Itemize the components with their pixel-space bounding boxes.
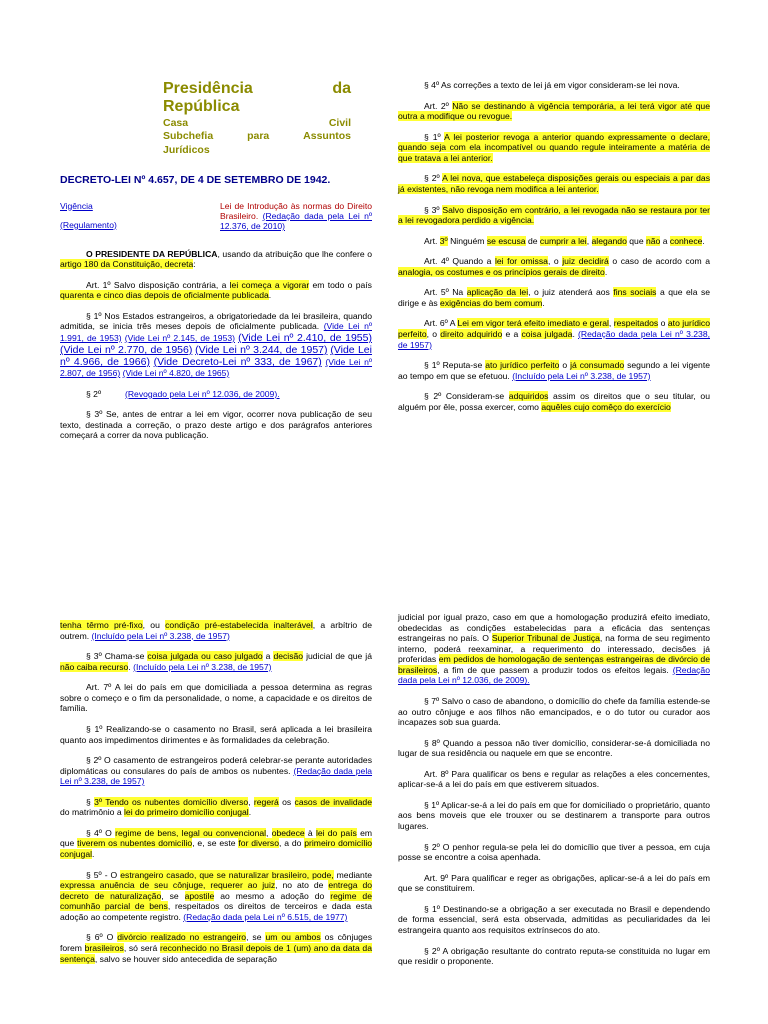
ementa: [220, 201, 372, 232]
left-column-upper: [60, 70, 372, 451]
art-7-par-6-cont: judicial por igual prazo, caso em que a homologação produzirá efeito imediato, obedecidas as condições estabelecidas para a eficácia das sentenças estrangeiras no país. O Superior Tribunal de Justiça, na forma de seu regimento interno, poderá reexaminar, a requerimento do interessado, decisões já proferidas em pedidos de homologação de sentenças estrangeiras de divórcio de brasileiros, a fim de que passem a produzir todos os efeitos legais. (Redação dada pela Lei nº 12.036, de 2009).: [398, 612, 710, 686]
art-7-par-5: § 5º - O estrangeiro casado, que se naturalizar brasileiro, pode, mediante expressa anuência de seu cônjuge, requerer ao juiz, no ato de entrega do decreto de naturalização, se apostile ao mesmo a adoção do regime de comunhão parcial de bens, respeitados os direitos de terceiros e dada esta adoção ao competente registro. (Redação dada pela Lei nº 6.515, de 1977): [60, 869, 373, 922]
art-7-par-8: § 8º Quando a pessoa não tiver domicílio, considerar-se-á domiciliada no lugar de sua residência ou naquele em que se encontre.: [398, 737, 710, 759]
art-7-par-7: § 7º Salvo o caso de abandono, o domicílio do chefe da família estende-se ao outro cônjuge e aos filhos não emancipados, e o do tutor ou curador aos incapazes sob sua guarda.: [398, 695, 710, 728]
vide-link[interactable]: (Vide Lei nº 1.991, de 1953): [60, 321, 372, 343]
decree-title: DECRETO-LEI Nº 4.657, DE 4 DE SETEMBRO DE 1942.: [60, 173, 331, 186]
art-5: Art. 5º Na aplicação da lei, o juiz atenderá aos fins sociais a que ela se dirige e às exigências do bem comum.: [398, 287, 711, 308]
org-line-3: Casa Civil: [163, 116, 351, 129]
vide-link[interactable]: (Vide Lei nº 4.966, de 1966): [60, 344, 372, 369]
art-9-par-2: § 2º A obrigação resultante do contrato reputa-se constituida no lugar em que residir o proponente.: [398, 945, 710, 967]
art-9: Art. 9º Para qualificar e reger as obrigações, aplicar-se-á a lei do país em que se constituirem.: [398, 872, 710, 894]
art-9-par-1: § 1º Destinando-se a obrigação a ser executada no Brasil e dependendo de forma essencial, será esta observada, admitidas as peculiaridades da lei estrangeira quanto aos requisitos extrínsecos do ato.: [398, 903, 710, 935]
art-1-par-2: § 2º (Revogado pela Lei nº 12.036, de 2009).: [86, 388, 280, 399]
art-8-par-1: § 1º Aplicar-se-á a lei do país em que for domiciliado o proprietário, quanto aos bens moveis que ele trouxer ou se destinarem a transporte para outros lugares.: [398, 799, 710, 831]
art-7: Art. 7º A lei do país em que domiciliada a pessoa determina as regras sobre o começo e o fim da personalidade, o nome, a capacidade e os direitos de família.: [60, 682, 372, 714]
art-6-par-3: § 3º Chama-se coisa julgada ou caso julgado a decisão judicial de que já não caiba recurso. (Incluído pela Lei nº 3.238, de 1957): [60, 651, 372, 672]
art-3: Art. 3º Ninguém se escusa de cumprir a lei, alegando que não a conhece.: [424, 235, 705, 246]
vide-link[interactable]: (Vide Decreto-Lei nº 333, de 1967): [153, 356, 322, 369]
art-8: Art. 8º Para qualificar os bens e regular as relações a eles concernentes, aplicar-se-á a lei do país em que estiverem situados.: [398, 768, 710, 790]
incluido-link[interactable]: (Incluído pela Lei nº 3.238, de 1957): [512, 370, 651, 381]
art-1: Art. 1º Salvo disposição contrária, a lei começa a vigorar em todo o país quarenta e cinco dias depois de oficialmente publicada.: [60, 279, 372, 301]
ementa-redacao-link[interactable]: (Redação dada pela Lei nº 12.376, de 2010): [220, 210, 372, 232]
org-line-2: República: [163, 98, 240, 116]
page-lower: [60, 608, 708, 1018]
redacao-link[interactable]: (Redação dada pela Lei nº 3.238, de 1957): [60, 765, 373, 787]
decree-meta: [60, 201, 372, 243]
org-line-1: Presidência da: [163, 80, 351, 97]
right-column-upper: [398, 80, 710, 422]
incluido-link[interactable]: (Incluído pela Lei nº 3.238, de 1957): [133, 661, 272, 672]
art-2-par-3: § 3º Salvo disposição em contrário, a lei revogada não se restaura por ter a lei revogadora perdido a vigência.: [398, 204, 710, 226]
art-7-par-6: § 6º O divórcio realizado no estrangeiro, se um ou ambos os cônjuges forem brasileiros, só será reconhecido no Brasil depois de 1 (um) ano da data da sentença, salvo se houver sido antecedida de separação: [60, 932, 373, 964]
art-6: Art. 6º A Lei em vigor terá efeito imediato e geral, respeitados o ato jurídico perfeito, o direito adquirido e a coisa julgada. (Redação dada pela Lei nº 3.238, de 1957): [398, 318, 711, 350]
revogado-link[interactable]: (Revogado pela Lei nº 12.036, de 2009).: [124, 388, 280, 399]
vide-link[interactable]: (Vide Lei nº 2.410, de 1955): [238, 331, 372, 344]
vide-link[interactable]: (Vide Lei nº 2.770, de 1956): [60, 344, 193, 357]
art-6-par-2-cont: tenha têrmo pré-fixo, ou condição pré-estabelecida inalterável, a arbítrio de outrem. (Incluído pela Lei nº 3.238, de 1957): [60, 620, 372, 641]
org-line-4: Subchefia para Assuntos: [163, 130, 351, 143]
vide-link[interactable]: (Vide Lei nº 3.244, de 1957): [195, 344, 328, 357]
redacao-link[interactable]: (Redação dada pela Lei nº 6.515, de 1977): [183, 911, 348, 922]
art-1-par-3: § 3º Se, antes de entrar a lei em vigor, ocorrer nova publicação de seu texto, destinada a correção, o prazo deste artigo e dos parágrafos anteriores começará a correr da nova publicação.: [60, 409, 372, 441]
art-6-par-1: § 1º Reputa-se ato jurídico perfeito o já consumado segundo a lei vigente ao tempo em que se efetuou. (Incluído pela Lei nº 3.238, de 1957): [398, 360, 710, 381]
vide-link[interactable]: (Vide Lei nº 2.145, de 1953): [124, 332, 235, 343]
art-7-par-4: § 4º O regime de bens, legal ou convencional, obedece à lei do país em que tiverem os nubentes domicílio, e, se este for diverso, a do primeiro domicílio conjugal.: [60, 827, 373, 859]
preamble: O PRESIDENTE DA REPÚBLICA, usando da atribuição que lhe confere o artigo 180 da Constituição, decreta:: [60, 248, 372, 270]
art-6-par-2: § 2º Consideram-se adquiridos assim os direitos que o seu titular, ou alguém por êle, possa exercer, como aquêles cujo comêço do exercício: [398, 391, 710, 412]
art-7-par-2: § 2º O casamento de estrangeiros poderá celebrar-se perante autoridades diplomáticas ou consulares do país de ambos os nubentes. (Redação dada pela Lei nº 3.238, de 1957): [60, 755, 373, 787]
art-2-par-2: § 2º A lei nova, que estabeleça disposições gerais ou especiais a par das já existentes, não revoga nem modifica a lei anterior.: [398, 173, 710, 194]
art-7-par-1: § 1º Realizando-se o casamento no Brasil, será aplicada a lei brasileira quanto aos impedimentos dirimentes e às formalidades da celebração.: [60, 723, 372, 745]
art-7-par-3: § 3º Tendo os nubentes domicílio diverso, regerá os casos de invalidade do matrimônio a lei do primeiro domicílio conjugal.: [60, 796, 372, 818]
ementa-text: Lei de Introdução às normas do Direito Brasileiro.: [220, 200, 372, 221]
right-column-lower: [398, 612, 710, 977]
org-header: [163, 80, 372, 158]
art-2-par-1: § 1º A lei posterior revoga a anterior quando expressamente o declare, quando seja com ela incompatível ou quando regule inteiramente a matéria de que tratava a lei anterior.: [398, 131, 710, 163]
regulamento-link[interactable]: (Regulamento): [60, 219, 117, 230]
vide-link[interactable]: (Vide Lei nº 4.820, de 1965): [122, 368, 230, 379]
incluido-link[interactable]: (Incluído pela Lei nº 3.238, de 1957): [91, 630, 230, 641]
art-1-par-4: § 4º As correções a texto de lei já em vigor consideram-se lei nova.: [424, 80, 680, 90]
art-2: Art. 2º Não se destinando à vigência temporária, a lei terá vigor até que outra a modifique ou revogue.: [398, 100, 710, 122]
vide-link[interactable]: (Vide Lei nº 2.807, de 1956): [60, 357, 373, 379]
vigencia-link[interactable]: Vigência: [60, 200, 93, 211]
art-8-par-2: § 2º O penhor regula-se pela lei do domicílio que tiver a pessoa, em cuja posse se encontre a coisa apenhada.: [398, 841, 710, 863]
redacao-link[interactable]: (Redação dada pela Lei nº 3.238, de 1957): [398, 329, 710, 350]
org-line-5: Jurídicos: [163, 144, 210, 157]
page-upper: [60, 70, 711, 520]
art-4: Art. 4º Quando a lei for omissa, o juiz decidirá o caso de acordo com a analogia, os costumes e os princípios gerais de direito.: [398, 256, 711, 277]
art-1-par-1: § 1º Nos Estados estrangeiros, a obrigatoriedade da lei brasileira, quando admitida, se inicia três meses depois de oficialmente publicada. (Vide Lei nº 1.991, de 1953) (Vide Lei nº 2.145, de 1953) (Vide Lei nº 2.410, de 1955) (Vide Lei nº 2.770, de 1956) (Vide Lei nº 3.244, de 1957) (Vide Lei nº 4.966, de 1966) (Vide Decreto-Lei nº 333, de 1967) (Vide Lei nº 2.807, de 1956) (Vide Lei nº 4.820, de 1965): [60, 310, 373, 379]
redacao-link[interactable]: (Redação dada pela Lei nº 12.036, de 2009).: [398, 664, 710, 686]
left-column-lower: [60, 620, 372, 974]
